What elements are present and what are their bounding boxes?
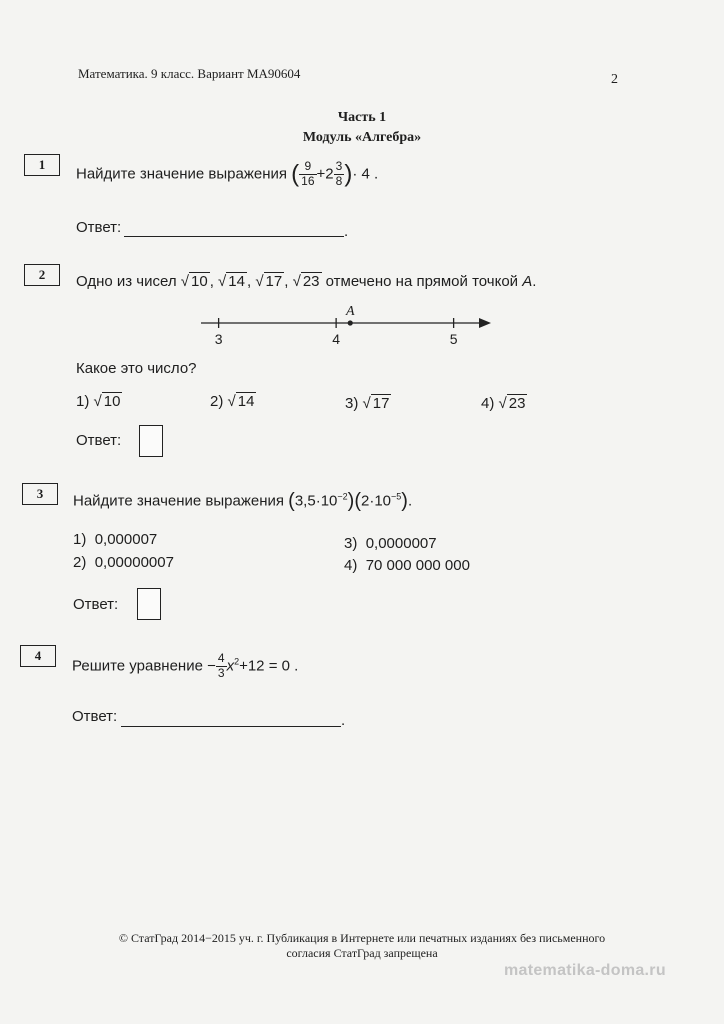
task-2-option-2: 2) √ 14 — [210, 393, 255, 410]
point-a-marker — [348, 320, 353, 325]
task-number-3: 3 — [22, 483, 58, 505]
answer-dot-1: . — [344, 223, 349, 240]
task-2-option-4: 4) √ 23 — [481, 395, 526, 412]
answer-label-2: Ответ: — [76, 432, 122, 449]
task-2-text-start: Одно из чисел — [76, 273, 177, 290]
answer-label-1: Ответ: — [76, 219, 122, 236]
task-2-option-3: 3) √ 17 — [345, 395, 390, 412]
footer-line-2: согласия СтатГрад запрещена — [286, 946, 438, 960]
answer-label-4: Ответ: — [72, 708, 118, 725]
task-3-option-2: 2) 0,00000007 — [73, 554, 174, 571]
tick-label-4: 4 — [332, 331, 341, 347]
task-2-text-end: отмечено на прямой точкой — [325, 273, 519, 290]
task-3-option-1: 1) 0,000007 — [73, 531, 158, 548]
number-line-arrow — [479, 318, 491, 328]
part-title: Часть 1 — [337, 110, 387, 125]
sqrt-23: √ 23 — [292, 273, 320, 290]
task-3-text: Найдите значение выражения — [73, 492, 284, 510]
tick-label-3: 3 — [214, 331, 223, 347]
task-3-option-3: 3) 0,0000007 — [344, 535, 437, 552]
page-number: 2 — [611, 72, 618, 87]
footer-line-1: © СтатГрад 2014−2015 уч. г. Публикация в Интернете или печатных изданиях без письменного — [118, 931, 606, 945]
document-header: Математика. 9 класс. Вариант МА90604 — [78, 66, 301, 81]
task-3-statement: Найдите значение выражения $(3,5\cdot 10^{-2})(2\cdot 10^{-5})$. — [73, 490, 413, 512]
task-number-2: 2 — [24, 264, 60, 286]
task-1-text: Найдите значение выражения — [76, 165, 287, 183]
answer-line-4[interactable] — [121, 725, 341, 727]
task-2-statement: Одно из чисел √ 10 , √ 14 , √ 17 , √ 23 отмечено на прямой точкой A. — [76, 273, 537, 290]
task-number-1: 1 — [24, 154, 60, 176]
task-2-question: Какое это число? — [76, 360, 197, 377]
task-3-option-4: 4) 70 000 000 000 — [344, 557, 470, 574]
task-1-tail: · 4 . — [352, 165, 379, 183]
point-name: A — [522, 273, 533, 290]
sqrt-17: √ 17 — [255, 273, 283, 290]
sqrt-14: √ 14 — [218, 273, 245, 290]
answer-dot-4: . — [341, 712, 346, 729]
tick-label-5: 5 — [449, 331, 458, 347]
answer-label-3: Ответ: — [73, 596, 119, 613]
task-2-option-1: 1) √ 10 — [76, 393, 121, 410]
sqrt-10: √ 10 — [180, 273, 208, 290]
task-4-text: Решите уравнение — [72, 657, 203, 675]
plus-mixed: +2 — [316, 165, 334, 183]
module-title: Модуль «Алгебра» — [302, 130, 422, 145]
task-number-4: 4 — [20, 645, 56, 667]
right-paren: ) — [344, 160, 353, 188]
point-a-label: A — [345, 304, 355, 319]
fraction-9-16: $\frac{9}{16}$ — [301, 159, 315, 188]
left-paren: ( — [291, 160, 300, 188]
fraction-4-3: $\frac{4}{3}$ — [217, 651, 225, 680]
task-1-statement — [76, 160, 378, 189]
site-watermark: matematika-doma.ru — [504, 962, 666, 979]
answer-box-3[interactable] — [137, 588, 161, 620]
answer-line-1[interactable] — [124, 235, 344, 237]
fraction-3-8: $\frac{3}{8}$ — [335, 159, 343, 188]
answer-box-2[interactable] — [139, 425, 163, 457]
copyright-footer — [0, 931, 724, 961]
task-4-statement: Решите уравнение − $\frac{4}{3}$ $x^2+12 = 0$ . — [72, 651, 299, 680]
number-line — [195, 296, 500, 350]
